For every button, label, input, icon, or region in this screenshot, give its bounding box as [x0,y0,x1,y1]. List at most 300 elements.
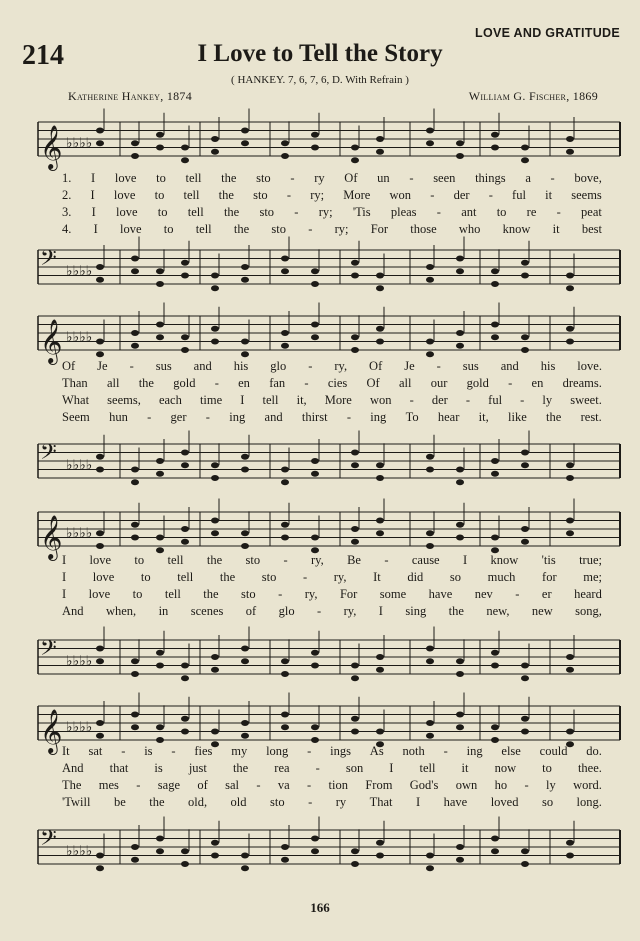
note-head-icon [376,136,384,142]
note-head-icon [181,334,189,340]
note-head-icon [491,334,499,340]
lyric-syllable: a [525,171,531,185]
note-head-icon [456,857,464,863]
lyric-line [62,586,602,603]
note-head-icon [131,343,139,349]
note-head-icon [96,658,104,664]
lyric-syllable: the [233,222,250,236]
lyric-syllable: the [206,553,223,567]
lyric-syllable: sus [155,359,172,373]
lyric-syllable: I [62,570,67,584]
lyric-syllable: ful [488,393,503,407]
note-head-icon [376,462,384,468]
lyric-syllable: - [436,359,441,373]
note-head-icon [426,733,434,739]
lyric-syllable: sal [225,778,239,792]
lyric-syllable: time [199,393,223,407]
lyric-syllable: bove, [574,171,602,185]
lyric-syllable: - [121,744,126,758]
lyric-syllable: ry; [318,205,333,219]
lyric-syllable: en [531,376,544,390]
note-head-icon [181,273,189,279]
note-head-icon [351,157,359,163]
treble-staff-1 [0,118,640,169]
lyric-syllable: - [290,171,295,185]
lyric-syllable: 'Tis [352,205,371,219]
lyric-syllable: - [307,778,312,792]
note-head-icon [96,339,104,345]
lyric-syllable: noth [402,744,425,758]
lyric-syllable: - [304,376,309,390]
lyric-syllable: I [91,205,96,219]
note-head-icon [491,724,499,730]
lyric-syllable: un [377,171,390,185]
note-head-icon [181,450,189,456]
lyric-syllable: rest. [580,410,602,424]
lyric-syllable: the [218,188,234,202]
lyric-syllable: thirst [301,410,328,424]
note-head-icon [131,844,139,850]
bass-clef-icon: 𝄢 [40,440,57,469]
note-head-icon [281,671,289,677]
note-head-icon [521,145,529,151]
note-head-icon [426,530,434,536]
lyric-syllable: Je [97,359,108,373]
lyric-syllable: heard [574,587,602,601]
note-head-icon [456,343,464,349]
lyric-syllable: And [62,604,84,618]
lyric-line [62,358,602,375]
note-head-icon [491,145,499,151]
treble-staff-3 [0,508,640,559]
note-head-icon [281,844,289,850]
note-head-icon [566,285,574,291]
note-head-icon [311,848,319,854]
lyric-syllable: the [203,587,219,601]
lyric-line [62,794,602,811]
bass-clef-icon: 𝄢 [40,246,57,275]
lyric-syllable: son [345,761,364,775]
note-head-icon [241,543,249,549]
note-head-icon [181,716,189,722]
lyric-syllable: va [277,778,290,792]
lyric-syllable: I [93,222,98,236]
lyric-syllable: to [157,205,168,219]
note-head-icon [281,857,289,863]
note-head-icon [376,654,384,660]
note-head-icon [211,654,219,660]
note-head-icon [241,720,249,726]
note-head-icon [211,462,219,468]
note-head-icon [181,260,189,266]
note-head-icon [211,136,219,142]
lyric-syllable: long [266,744,289,758]
lyric-syllable: true; [579,553,602,567]
lyric-syllable: Than [62,376,88,390]
lyric-syllable: be [113,795,126,809]
lyric-syllable: For [370,222,389,236]
bass-staff-4 [0,826,640,870]
note-head-icon [241,351,249,357]
note-head-icon [156,458,164,464]
note-head-icon [376,518,384,524]
lyric-syllable: Be [347,553,361,567]
lyric-syllable: 'Twill [62,795,91,809]
note-head-icon [566,853,574,859]
lyric-syllable: gold [173,376,196,390]
lyric-syllable: I [240,393,245,407]
lyric-syllable: - [515,587,520,601]
note-head-icon [311,724,319,730]
lyric-syllable: ant [461,205,477,219]
lyric-syllable: tell [164,587,181,601]
note-head-icon [311,132,319,138]
lyric-syllable: each [158,393,182,407]
lyric-syllable: of [197,778,208,792]
lyric-syllable: ry, [310,553,324,567]
note-head-icon [521,347,529,353]
lyric-syllable: know [490,553,519,567]
key-signature-flats-icon: ♭♭♭♭ [66,720,93,736]
note-head-icon [241,646,249,652]
lyric-syllable: - [488,188,493,202]
note-head-icon [131,857,139,863]
lyric-syllable: things [475,171,506,185]
tune-info: ( HANKEY. 7, 6, 7, 6, D. With Refrain ) [231,74,409,86]
lyric-syllable: to [132,587,143,601]
note-head-icon [241,128,249,134]
note-head-icon [156,281,164,287]
note-head-icon [376,729,384,735]
lyric-syllable: I [91,171,96,185]
note-head-icon [426,351,434,357]
lyric-syllable: As [369,744,384,758]
note-head-icon [281,256,289,262]
note-head-icon [351,675,359,681]
note-head-icon [426,264,434,270]
note-head-icon [521,729,529,735]
note-head-icon [376,667,384,673]
note-head-icon [311,322,319,328]
note-head-icon [156,268,164,274]
lyric-syllable: tell [187,205,204,219]
lyric-syllable: own [455,778,478,792]
lyric-syllable: dreams. [562,376,602,390]
note-head-icon [351,539,359,545]
lyric-syllable: and [193,359,212,373]
lyric-syllable: much [487,570,516,584]
key-signature-flats-icon: ♭♭♭♭ [66,654,93,670]
lyric-syllable: sing [405,604,427,618]
note-head-icon [351,861,359,867]
lyric-syllable: tell [195,222,212,236]
lyric-syllable: re [526,205,537,219]
note-head-icon [456,153,464,159]
lyric-syllable: best [581,222,602,236]
note-head-icon [376,149,384,155]
note-head-icon [181,848,189,854]
note-head-icon [566,149,574,155]
lyric-syllable: - [308,222,313,236]
note-head-icon [211,149,219,155]
note-head-icon [181,462,189,468]
lyric-syllable: have [443,795,468,809]
lyric-syllable: scenes [190,604,224,618]
lyric-syllable: - [384,553,389,567]
note-head-icon [566,339,574,345]
lyric-syllable: thee. [577,761,602,775]
lyric-syllable: it [461,761,469,775]
note-head-icon [96,720,104,726]
note-head-icon [521,861,529,867]
note-head-icon [156,132,164,138]
lyric-syllable: ry, [334,359,348,373]
note-head-icon [241,865,249,871]
note-head-icon [181,145,189,151]
note-head-icon [521,526,529,532]
note-head-icon [96,646,104,652]
note-head-icon [156,724,164,730]
lyric-syllable: do. [586,744,602,758]
lyric-syllable: - [556,205,561,219]
lyric-syllable: I [389,761,394,775]
lyric-syllable: won [389,188,412,202]
lyric-syllable: I [415,795,421,809]
lyric-syllable: - [524,778,529,792]
lyric-syllable: - [129,359,134,373]
note-head-icon [566,840,574,846]
lyric-syllable: rea [274,761,290,775]
lyric-syllable: hun [109,410,128,424]
note-head-icon [96,140,104,146]
lyric-syllable: gold [466,376,489,390]
lyric-syllable: cause [411,553,440,567]
key-signature-flats-icon: ♭♭♭♭ [66,458,93,474]
note-head-icon [311,145,319,151]
lyric-syllable: new [531,604,553,618]
lyric-syllable: I [62,587,67,601]
lyric-syllable: all [106,376,120,390]
lyric-syllable: our [430,376,448,390]
note-head-icon [131,256,139,262]
lyric-syllable: - [550,171,555,185]
note-head-icon [566,518,574,524]
note-head-icon [566,273,574,279]
lyric-syllable: sto [261,570,277,584]
lyric-line [62,552,602,569]
lyric-syllable: - [147,410,152,424]
lyric-syllable: the [223,205,240,219]
lyric-syllable: ing [229,410,246,424]
note-head-icon [131,153,139,159]
lyric-syllable: glo [270,359,287,373]
note-head-icon [426,543,434,549]
note-head-icon [521,848,529,854]
lyric-syllable: 1. [62,171,72,185]
lyric-syllable: Of [369,359,383,373]
lyric-syllable: tell [262,393,279,407]
note-head-icon [181,157,189,163]
staff-lines [38,830,620,864]
note-head-icon [426,140,434,146]
lyric-syllable: to [542,761,552,775]
lyric-syllable: ing [466,744,483,758]
treble-clef-icon: 𝄞 [40,127,63,169]
lyric-syllable: me; [583,570,602,584]
note-head-icon [426,277,434,283]
note-head-icon [281,343,289,349]
staff-lines [38,706,620,740]
lyric-syllable: ly [546,778,556,792]
note-head-icon [376,273,384,279]
lyric-syllable: glo [278,604,295,618]
lyric-syllable: love [119,222,142,236]
lyric-syllable: Of [344,171,358,185]
lyric-syllable: - [171,744,176,758]
lyric-syllable: That [369,795,393,809]
lyric-syllable: love [116,205,138,219]
lyric-syllable: love [114,171,137,185]
note-head-icon [456,268,464,274]
lyric-syllable: when, [105,604,137,618]
note-head-icon [456,535,464,541]
lyric-syllable: sto [245,553,261,567]
lyric-syllable: der [431,393,448,407]
lyric-syllable: - [278,587,283,601]
note-head-icon [521,260,529,266]
lyric-syllable: of [245,604,257,618]
lyric-syllable: - [302,570,308,584]
note-head-icon [96,128,104,134]
note-head-icon [311,836,319,842]
lyric-syllable: - [317,604,322,618]
staff-lines [38,444,620,478]
note-head-icon [211,273,219,279]
lyric-line [62,170,602,187]
lyric-syllable: ry, [343,604,357,618]
lyric-syllable: sus [462,359,479,373]
note-head-icon [281,535,289,541]
lyric-syllable: - [409,393,414,407]
note-head-icon [241,853,249,859]
note-head-icon [281,330,289,336]
lyric-line [62,392,602,409]
lyric-syllable: hear [437,410,460,424]
note-head-icon [131,522,139,528]
bass-clef-icon: 𝄢 [40,636,57,665]
lyric-syllable: loved [490,795,519,809]
lyric-syllable: tell [177,570,194,584]
note-head-icon [131,467,139,473]
note-head-icon [156,848,164,854]
lyric-syllable: seems, [107,393,141,407]
lyric-syllable: it [545,188,553,202]
note-head-icon [131,671,139,677]
note-head-icon [566,654,574,660]
note-head-icon [156,650,164,656]
lyric-syllable: new, [486,604,510,618]
note-head-icon [351,663,359,669]
lyric-syllable: ger [170,410,187,424]
note-head-icon [181,663,189,669]
note-head-icon [566,729,574,735]
lyric-syllable: won [369,393,392,407]
lyric-line [62,603,602,620]
lyric-syllable: ry [335,795,347,809]
note-head-icon [426,865,434,871]
staff-lines [38,512,620,546]
note-head-icon [156,471,164,477]
lyric-syllable: the [221,171,237,185]
note-head-icon [131,724,139,730]
lyric-syllable: I [378,604,383,618]
note-head-icon [211,326,219,332]
note-head-icon [181,729,189,735]
lyric-syllable: - [308,795,313,809]
bass-clef-icon: 𝄢 [40,826,57,855]
note-head-icon [96,351,104,357]
lyric-syllable: it, [296,393,307,407]
note-head-icon [376,326,384,332]
note-head-icon [456,522,464,528]
lyric-syllable: 2. [62,188,72,202]
lyric-syllable: And [62,761,84,775]
lyric-syllable: old, [187,795,208,809]
note-head-icon [426,467,434,473]
note-head-icon [96,530,104,536]
note-head-icon [156,145,164,151]
note-head-icon [181,539,189,545]
note-head-icon [281,479,289,485]
lyric-syllable: - [214,376,219,390]
lyric-syllable: is [144,744,153,758]
treble-clef-icon: 𝄞 [40,517,63,559]
lyric-syllable: From [365,778,393,792]
note-head-icon [521,334,529,340]
note-head-icon [131,712,139,718]
lyric-syllable: ry [314,171,325,185]
treble-clef-icon: 𝄞 [40,711,63,753]
lyric-syllable: love [113,188,136,202]
lyric-syllable: To [405,410,419,424]
lyric-syllable: it [552,222,560,236]
note-head-icon [426,128,434,134]
lyric-syllable: der [453,188,470,202]
lyric-syllable: - [430,188,435,202]
lyric-syllable: my [231,744,248,758]
lyric-syllable: long. [576,795,602,809]
lyric-syllable: 4. [62,222,72,236]
note-head-icon [211,840,219,846]
lyric-syllable: it, [478,410,489,424]
note-head-icon [351,347,359,353]
lyric-line [62,221,602,238]
lyric-syllable: - [520,393,525,407]
note-head-icon [491,535,499,541]
note-head-icon [96,277,104,283]
note-head-icon [181,675,189,681]
key-signature-flats-icon: ♭♭♭♭ [66,264,93,280]
lyric-syllable: en [238,376,250,390]
note-head-icon [131,658,139,664]
note-head-icon [566,462,574,468]
note-head-icon [311,535,319,541]
lyric-line [62,409,602,426]
lyric-syllable: - [308,359,313,373]
hymn-title: I Love to Tell the Story [197,40,443,67]
lyric-syllable: Of [366,376,380,390]
lyric-syllable: to [496,205,507,219]
